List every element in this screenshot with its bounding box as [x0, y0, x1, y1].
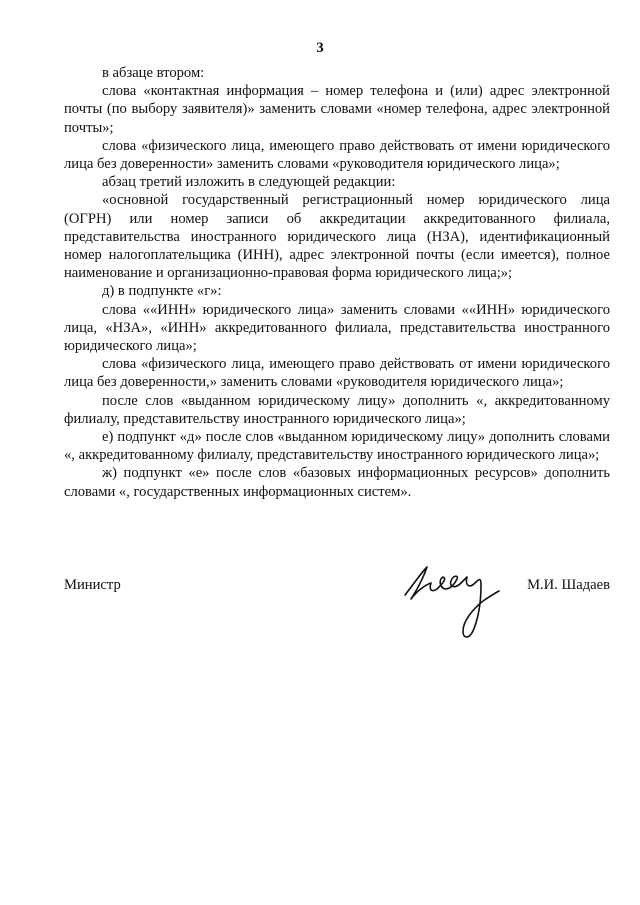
signatory-name: М.И. Шадаев	[527, 577, 610, 593]
paragraph: ж) подпункт «е» после слов «базовых информационных ресурсов» дополнить словами «, государственных информационных систем».	[64, 465, 610, 500]
paragraph: слова «контактная информация – номер телефона и (или) адрес электронной почты (по выбору заявителя)» заменить словами «номер телефона, адрес электронной почты»;	[64, 83, 610, 136]
paragraph: абзац третий изложить в следующей редакции:	[102, 174, 396, 191]
paragraph: в абзаце втором:	[102, 65, 205, 81]
paragraph: слова «физического лица, имеющего право действовать от имени юридического лица без доверенности» заменить словами «руководителя юридического лица»;	[64, 137, 610, 173]
signatory-position: Министр	[64, 577, 121, 593]
page-number: 3	[316, 40, 324, 56]
paragraph: е) подпункт «д» после слов «выданном юридическому лицу» дополнить словами «, аккредитованному филиалу, представительству иностранного юридического лица»;	[64, 429, 610, 464]
paragraph: д) в подпункте «г»:	[102, 283, 222, 300]
handwritten-signature	[399, 555, 519, 655]
signature-block	[64, 555, 610, 665]
paragraph: «основной государственный регистрационный номер юридического лица (ОГРН) или номер записи об аккредитации аккредитованного филиала, представительства иностранного юридического лица (НЗА), идентификационный номер налогоплательщика (ИНН), адрес электронной почты (если имеется), полное наименование и организационно-правовая форма юридического лица;»;	[64, 192, 610, 282]
paragraph: слова ««ИНН» юридического лица» заменить словами ««ИНН» юридического лица, «НЗА», «ИНН» аккредитованного филиала, представительства иностранного юридического лица»;	[64, 301, 610, 355]
paragraph: слова «физического лица, имеющего право действовать от имени юридического лица без доверенности,» заменить словами «руководителя юридического лица»;	[64, 356, 610, 391]
document-body	[64, 64, 610, 501]
paragraph: после слов «выданном юридическому лицу» дополнить «, аккредитованному филиалу, представительству иностранного юридического лица»;	[64, 392, 610, 427]
